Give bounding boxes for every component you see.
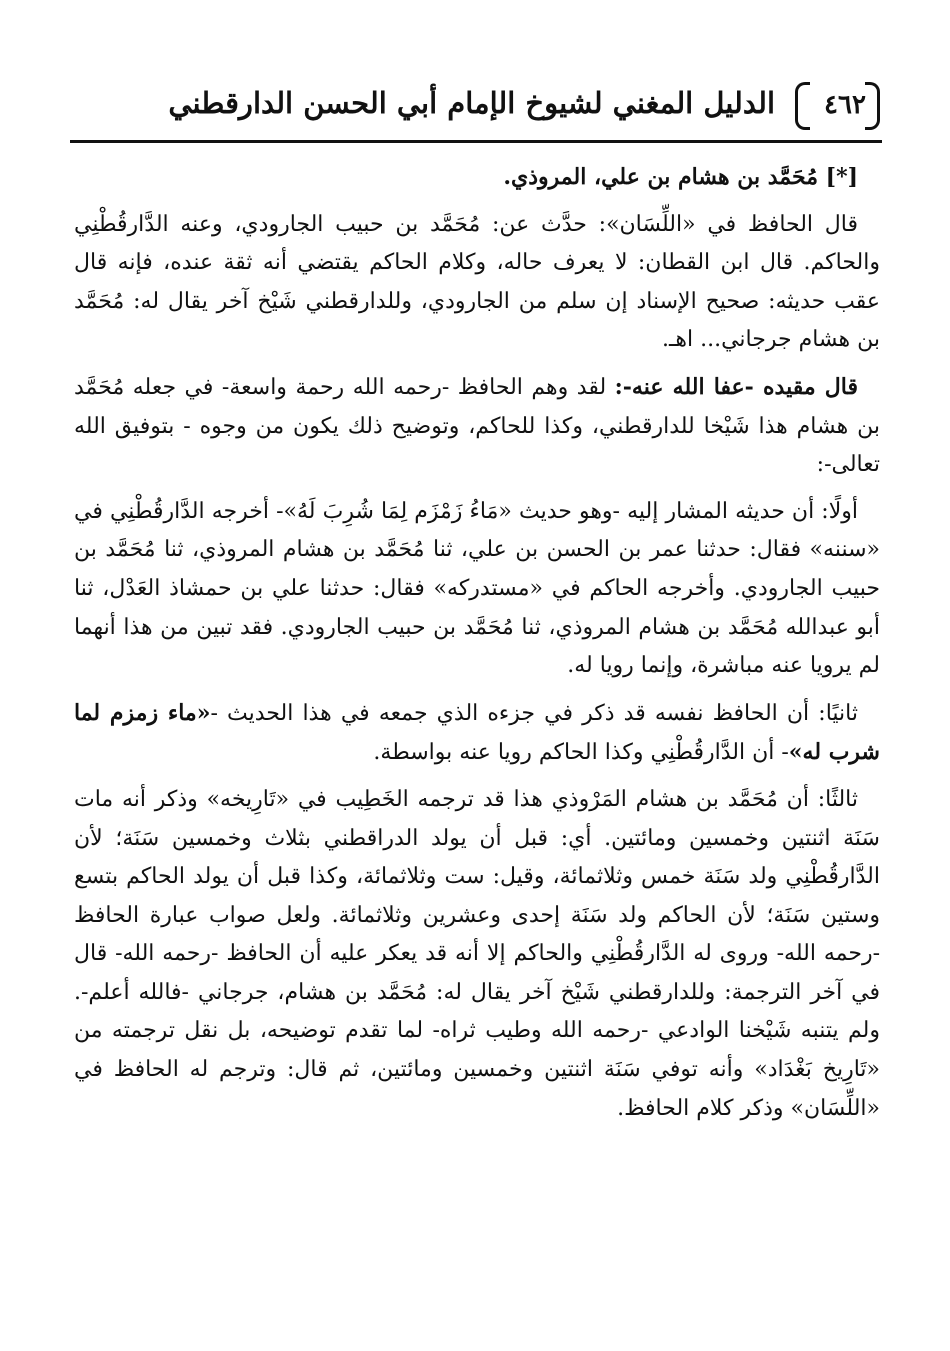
page-body [74, 158, 880, 1136]
paragraph-author-note [74, 368, 880, 485]
entry-heading-text: [*] مُحَمَّد بن هشام بن علي، المروذي. [503, 164, 858, 190]
second-point-hadith: «ماء زمزم لما شرب له» [74, 699, 880, 766]
entry-heading [74, 158, 880, 198]
paragraph-second-point [74, 694, 880, 773]
paragraph-third-point: ثالثًا: أن مُحَمَّد بن هشام المَرْوذي هذا قد ترجمه الخَطِيب في «تَارِيخه» وذكر أنه مات سَنَة اثنتين وخمسين ومائتين. أي: قبل أن يولد الدراقطني بثلاث وخمسين سَنَة؛ لأن الدَّارقُطْنِي ولد سَنَة خمس وثلاثمائة، وقيل: ست وثلاثمائة، وكذا قبل أن يولد الحاكم بتسع وستين سَنَة؛ لأن الحاكم ولد سَنَة إحدى وعشرين وثلاثمائة. ولعل صواب عبارة الحافظ -رحمه الله- وروى له الدَّارقُطْنِي والحاكم إلا أنه قد يعكر عليه أن الحافظ -رحمه الله- قال في آخر الترجمة: وللدارقطني شَيْخ آخر يقال له: مُحَمَّد بن هشام، جرجاني -فالله أعلم-. ولم يتنبه شَيْخنا الوادعي -رحمه الله وطيب ثراه- لما تقدم توضيحه، بل نقل ترجمته من «تَارِيخ بَغْدَاد» وأنه توفي سَنَة اثنتين وخمسين ومائتين، ثم قال: وترجم له الحافظ في «اللِّسَان» وذكر كلام الحافظ. [74, 786, 880, 1121]
paragraph-first-point: أولًا: أن حديثه المشار إليه -وهو حديث «مَاءُ زَمْزَم لِمَا شُرِبَ لَهُ»- أخرجه الدَّارقُطْنِي في «سننه» فقال: حدثنا عمر بن الحسن بن علي، ثنا مُحَمَّد بن هشام المروذي، ثنا مُحَمَّد بن حبيب الجارودي. وأخرجه الحاكم في «مستدركه» فقال: حدثنا علي بن حمشاذ العَدْل، ثنا أبو عبدالله مُحَمَّد بن هشام المروذي، ثنا مُحَمَّد بن حبيب الجارودي. فقد تبين من هذا أنهما لم يرويا عنه مباشرة، وإنما رويا له. [74, 498, 880, 679]
second-point-start: ثانيًا: أن الحافظ نفسه قد ذكر في جزءه الذي جمعه في هذا الحديث - [210, 700, 858, 726]
second-point-end: - أن الدَّارقُطْنِي وكذا الحاكم رويا عنه بواسطة. [373, 740, 789, 766]
author-note-text: لقد وهم الحافظ -رحمه الله رحمة واسعة- في جعله مُحَمَّد بن هشام هذا شَيْخا للدارقطني، وكذا للحاكم، وتوضيح ذلك يكون من وجوه - بتوفيق الله تعالى-: [74, 374, 880, 478]
page-header [70, 82, 880, 130]
header-rule [70, 140, 882, 143]
book-title: الدليل المغني لشيوخ الإمام أبي الحسن الدارقطني [168, 86, 775, 120]
author-note-lead: قال مقيده -عفا الله عنه-: [614, 373, 858, 400]
paragraph-lisan-quote: قال الحافظ في «اللِّسَان»: حدَّث عن: مُحَمَّد بن حبيب الجارودي، وعنه الدَّارقُطْنِي والحاكم. قال ابن القطان: لا يعرف حاله، وكلام الحاكم يقتضي أنه ثقة عنده، فإنه قال عقب حديثه: صحيح الإسناد إن سلم من الجارودي، وللدارقطني شَيْخ آخر يقال له: مُحَمَّد بن هشام جرجاني... اهـ. [74, 211, 880, 353]
page-number: ٤٦٢ [824, 90, 866, 120]
page-number-bracket-left [795, 82, 810, 130]
